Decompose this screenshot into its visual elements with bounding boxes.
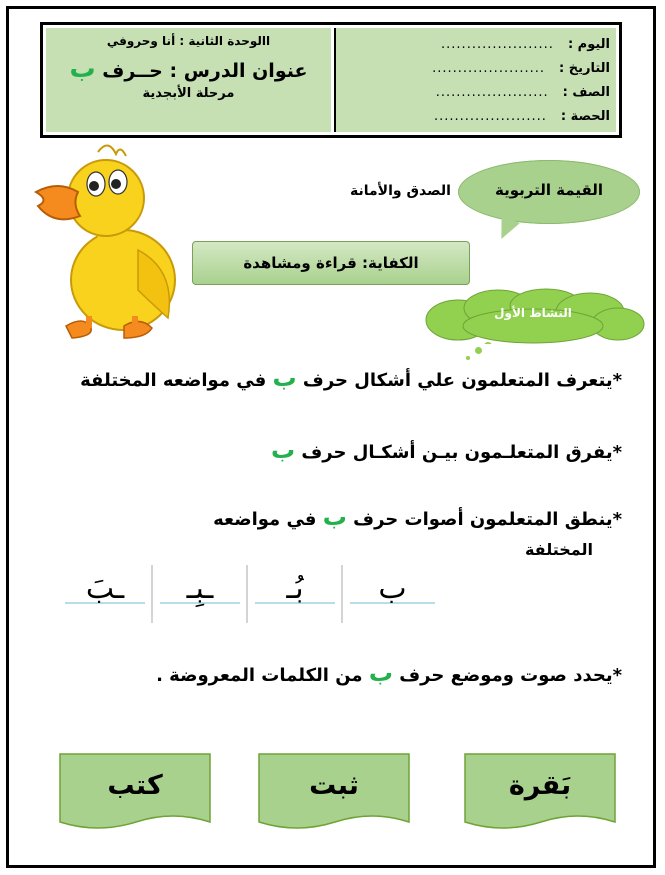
field-period: [342, 104, 610, 128]
field-day: [342, 32, 610, 56]
competency-banner: [192, 241, 470, 285]
objective-2: [271, 436, 622, 464]
objective-text: في مواضعه: [213, 509, 317, 530]
field-label: الصف :: [562, 84, 610, 100]
word-1: بَقرة: [508, 770, 572, 801]
objective-letter: ب: [270, 436, 296, 464]
duck-illustration: [28, 140, 178, 345]
field-dots: ......................: [435, 84, 549, 100]
field-class: [342, 80, 610, 104]
field-dots: ......................: [433, 108, 547, 124]
objective-text: في مواضعه المختلفة: [80, 370, 267, 391]
unit-title: االوحدة الثانية : أنا وحروفي: [106, 34, 271, 48]
letter-form-final: ـبَ: [85, 571, 125, 606]
field-label: التاريخ :: [559, 60, 610, 76]
objective-text: المختلفة: [524, 540, 593, 559]
objective-text: من الكلمات المعروضة .: [156, 665, 363, 686]
field-dots: ......................: [441, 36, 554, 52]
objective-text: *ينطق المتعلمون أصوات حرف: [353, 509, 622, 530]
stage-label: مرحلة الأبجدية: [142, 86, 235, 101]
objective-3-continued: [525, 540, 593, 559]
lesson-letter: ب: [69, 54, 96, 84]
field-label: الحصة :: [560, 108, 610, 124]
cloud-dot: [466, 356, 470, 360]
field-label: اليوم :: [567, 36, 610, 52]
activity-title: النشاط الأول: [494, 306, 572, 320]
lesson-title: [46, 54, 331, 84]
value-label: القيمة التربوية: [494, 181, 604, 199]
objective-1: [80, 364, 622, 392]
objective-4: [156, 659, 622, 687]
letter-forms-strip: [60, 563, 440, 625]
header-lesson-panel: [46, 28, 331, 132]
competency-text: الكفاية: قراءة ومشاهدة: [243, 254, 419, 272]
letter-form-initial: بُـ: [286, 571, 304, 606]
objective-3: [213, 503, 622, 531]
header-table: [40, 22, 622, 138]
letter-form-medial: ـبِـ: [186, 571, 214, 606]
letter-form-isolated: ب: [378, 571, 407, 606]
field-date: [342, 56, 610, 80]
cloud-dot: [475, 347, 482, 354]
field-dots: ......................: [432, 60, 546, 76]
objective-text: *يفرق المتعلـمون بيـن أشكـال حرف: [301, 442, 622, 463]
objective-letter: ب: [368, 659, 393, 687]
objective-text: *يتعرف المتعلمون علي أشكال حرف: [302, 370, 622, 391]
lesson-title-text: عنوان الدرس : حــرف: [102, 60, 308, 82]
objective-letter: ب: [272, 364, 297, 392]
objective-letter: ب: [322, 503, 347, 531]
header-info-panel: [334, 28, 616, 132]
value-bubble: [458, 160, 640, 224]
word-2: ثبت: [309, 770, 359, 801]
value-text: الصدق والأمانة: [350, 183, 451, 199]
objective-text: *يحدد صوت وموضع حرف: [399, 665, 622, 686]
word-3: كتب: [107, 770, 163, 801]
